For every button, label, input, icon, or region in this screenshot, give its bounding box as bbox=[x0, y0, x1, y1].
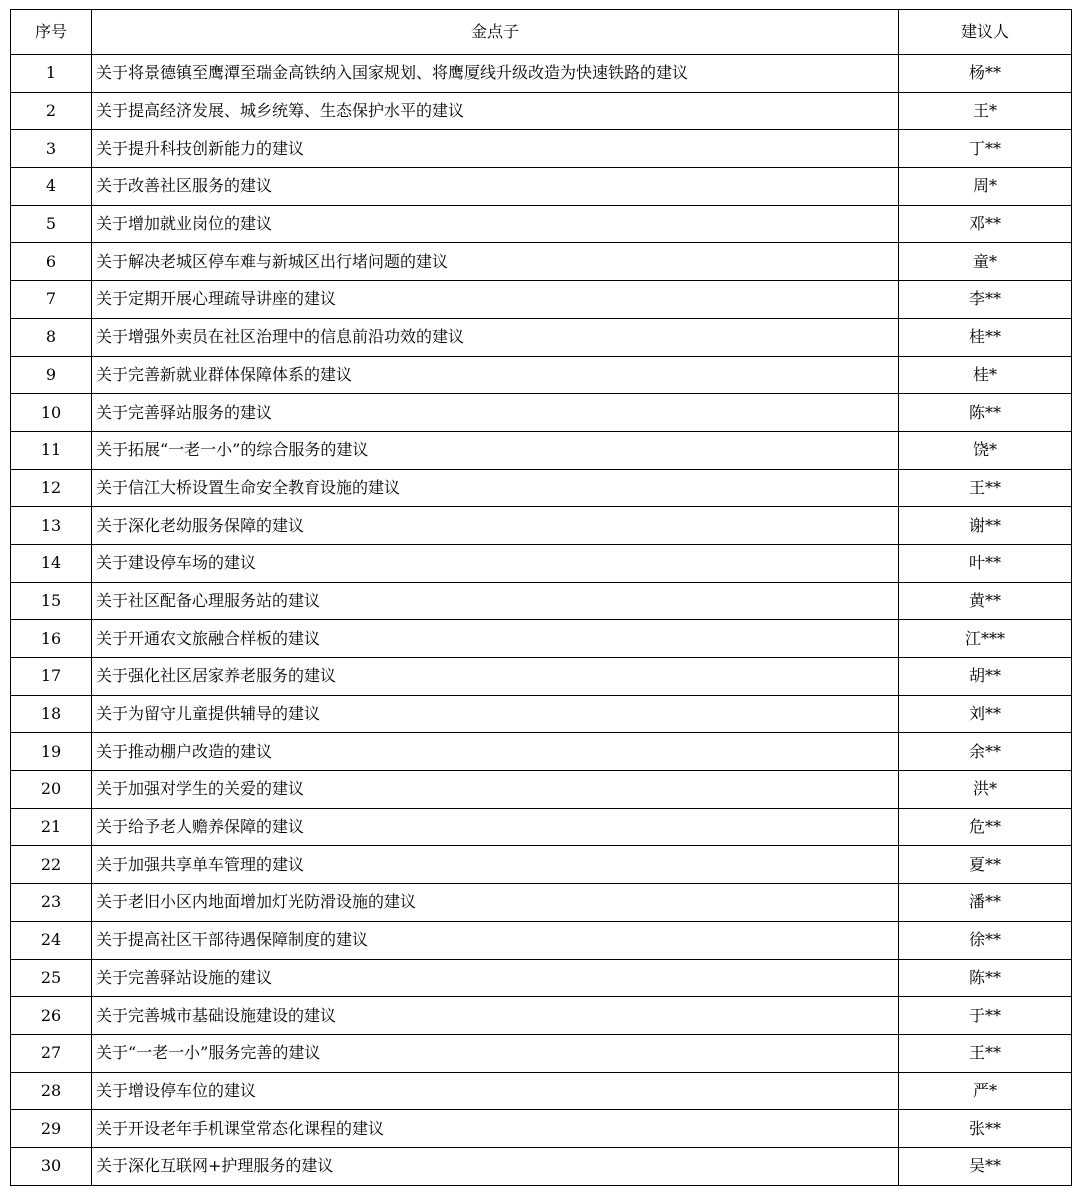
row-number: 25 bbox=[11, 959, 92, 997]
table-row bbox=[11, 92, 1072, 130]
row-number: 20 bbox=[11, 771, 92, 809]
row-suggestion-title: 关于提升科技创新能力的建议 bbox=[92, 130, 899, 168]
row-proposer: 危** bbox=[899, 808, 1072, 846]
row-suggestion-title: 关于提高经济发展、城乡统筹、生态保护水平的建议 bbox=[92, 92, 899, 130]
row-proposer: 刘** bbox=[899, 695, 1072, 733]
row-number: 24 bbox=[11, 921, 92, 959]
row-suggestion-title: 关于解决老城区停车难与新城区出行堵问题的建议 bbox=[92, 243, 899, 281]
row-proposer: 江*** bbox=[899, 620, 1072, 658]
suggestions-table-container bbox=[10, 9, 1072, 1186]
row-number: 14 bbox=[11, 544, 92, 582]
row-suggestion-title: 关于拓展“一老一小”的综合服务的建议 bbox=[92, 431, 899, 469]
table-row bbox=[11, 55, 1072, 93]
row-suggestion-title: 关于深化互联网+护理服务的建议 bbox=[92, 1147, 899, 1185]
row-suggestion-title: 关于强化社区居家养老服务的建议 bbox=[92, 658, 899, 696]
row-proposer: 邓** bbox=[899, 205, 1072, 243]
row-suggestion-title: 关于改善社区服务的建议 bbox=[92, 168, 899, 206]
row-number: 15 bbox=[11, 582, 92, 620]
table-row bbox=[11, 733, 1072, 771]
table-row bbox=[11, 997, 1072, 1035]
table-body bbox=[11, 55, 1072, 1186]
row-number: 23 bbox=[11, 884, 92, 922]
row-proposer: 徐** bbox=[899, 921, 1072, 959]
table-header bbox=[11, 10, 1072, 55]
table-row bbox=[11, 205, 1072, 243]
row-suggestion-title: 关于为留守儿童提供辅导的建议 bbox=[92, 695, 899, 733]
table-row bbox=[11, 695, 1072, 733]
row-suggestion-title: 关于开通农文旅融合样板的建议 bbox=[92, 620, 899, 658]
row-number: 8 bbox=[11, 318, 92, 356]
header-title: 金点子 bbox=[92, 10, 899, 55]
row-proposer: 王* bbox=[899, 92, 1072, 130]
row-proposer: 杨** bbox=[899, 55, 1072, 93]
table-row bbox=[11, 394, 1072, 432]
table-row bbox=[11, 356, 1072, 394]
row-proposer: 陈** bbox=[899, 394, 1072, 432]
row-proposer: 吴** bbox=[899, 1147, 1072, 1185]
row-proposer: 严* bbox=[899, 1072, 1072, 1110]
table-row bbox=[11, 846, 1072, 884]
row-number: 26 bbox=[11, 997, 92, 1035]
table-row bbox=[11, 1034, 1072, 1072]
row-suggestion-title: 关于深化老幼服务保障的建议 bbox=[92, 507, 899, 545]
table-row bbox=[11, 281, 1072, 319]
table-row bbox=[11, 771, 1072, 809]
row-proposer: 饶* bbox=[899, 431, 1072, 469]
row-suggestion-title: 关于定期开展心理疏导讲座的建议 bbox=[92, 281, 899, 319]
row-suggestion-title: 关于提高社区干部待遇保障制度的建议 bbox=[92, 921, 899, 959]
row-suggestion-title: 关于开设老年手机课堂常态化课程的建议 bbox=[92, 1110, 899, 1148]
row-suggestion-title: 关于社区配备心理服务站的建议 bbox=[92, 582, 899, 620]
row-number: 5 bbox=[11, 205, 92, 243]
row-suggestion-title: 关于推动棚户改造的建议 bbox=[92, 733, 899, 771]
row-number: 16 bbox=[11, 620, 92, 658]
row-number: 9 bbox=[11, 356, 92, 394]
table-row bbox=[11, 318, 1072, 356]
row-proposer: 黄** bbox=[899, 582, 1072, 620]
table-row bbox=[11, 808, 1072, 846]
table-row bbox=[11, 620, 1072, 658]
row-number: 22 bbox=[11, 846, 92, 884]
row-number: 2 bbox=[11, 92, 92, 130]
row-number: 1 bbox=[11, 55, 92, 93]
row-proposer: 丁** bbox=[899, 130, 1072, 168]
row-proposer: 于** bbox=[899, 997, 1072, 1035]
row-proposer: 叶** bbox=[899, 544, 1072, 582]
row-number: 7 bbox=[11, 281, 92, 319]
row-suggestion-title: 关于给予老人赡养保障的建议 bbox=[92, 808, 899, 846]
header-person: 建议人 bbox=[899, 10, 1072, 55]
row-proposer: 谢** bbox=[899, 507, 1072, 545]
row-proposer: 王** bbox=[899, 1034, 1072, 1072]
table-row bbox=[11, 884, 1072, 922]
row-proposer: 潘** bbox=[899, 884, 1072, 922]
table-row bbox=[11, 959, 1072, 997]
table-row bbox=[11, 1110, 1072, 1148]
row-number: 27 bbox=[11, 1034, 92, 1072]
row-number: 3 bbox=[11, 130, 92, 168]
row-number: 6 bbox=[11, 243, 92, 281]
row-suggestion-title: 关于完善城市基础设施建设的建议 bbox=[92, 997, 899, 1035]
suggestions-table bbox=[10, 9, 1072, 1186]
table-row bbox=[11, 658, 1072, 696]
row-suggestion-title: 关于加强对学生的关爱的建议 bbox=[92, 771, 899, 809]
table-row bbox=[11, 507, 1072, 545]
table-row bbox=[11, 921, 1072, 959]
table-row bbox=[11, 582, 1072, 620]
row-suggestion-title: 关于信江大桥设置生命安全教育设施的建议 bbox=[92, 469, 899, 507]
table-row bbox=[11, 130, 1072, 168]
row-proposer: 桂* bbox=[899, 356, 1072, 394]
row-number: 4 bbox=[11, 168, 92, 206]
table-row bbox=[11, 168, 1072, 206]
row-suggestion-title: 关于增设停车位的建议 bbox=[92, 1072, 899, 1110]
table-row bbox=[11, 431, 1072, 469]
row-number: 17 bbox=[11, 658, 92, 696]
row-number: 21 bbox=[11, 808, 92, 846]
row-suggestion-title: 关于完善新就业群体保障体系的建议 bbox=[92, 356, 899, 394]
row-proposer: 王** bbox=[899, 469, 1072, 507]
header-row bbox=[11, 10, 1072, 55]
row-proposer: 夏** bbox=[899, 846, 1072, 884]
row-suggestion-title: 关于将景德镇至鹰潭至瑞金高铁纳入国家规划、将鹰厦线升级改造为快速铁路的建议 bbox=[92, 55, 899, 93]
row-suggestion-title: 关于加强共享单车管理的建议 bbox=[92, 846, 899, 884]
row-number: 30 bbox=[11, 1147, 92, 1185]
row-number: 18 bbox=[11, 695, 92, 733]
table-row bbox=[11, 469, 1072, 507]
row-number: 10 bbox=[11, 394, 92, 432]
row-suggestion-title: 关于增强外卖员在社区治理中的信息前沿功效的建议 bbox=[92, 318, 899, 356]
table-row bbox=[11, 544, 1072, 582]
row-number: 13 bbox=[11, 507, 92, 545]
row-proposer: 周* bbox=[899, 168, 1072, 206]
row-proposer: 李** bbox=[899, 281, 1072, 319]
row-number: 11 bbox=[11, 431, 92, 469]
row-suggestion-title: 关于建设停车场的建议 bbox=[92, 544, 899, 582]
row-suggestion-title: 关于“一老一小”服务完善的建议 bbox=[92, 1034, 899, 1072]
row-suggestion-title: 关于完善驿站设施的建议 bbox=[92, 959, 899, 997]
row-number: 19 bbox=[11, 733, 92, 771]
row-proposer: 童* bbox=[899, 243, 1072, 281]
table-row bbox=[11, 243, 1072, 281]
row-proposer: 洪* bbox=[899, 771, 1072, 809]
row-number: 29 bbox=[11, 1110, 92, 1148]
row-proposer: 桂** bbox=[899, 318, 1072, 356]
table-row bbox=[11, 1147, 1072, 1185]
row-suggestion-title: 关于老旧小区内地面增加灯光防滑设施的建议 bbox=[92, 884, 899, 922]
row-suggestion-title: 关于增加就业岗位的建议 bbox=[92, 205, 899, 243]
header-no: 序号 bbox=[11, 10, 92, 55]
table-row bbox=[11, 1072, 1072, 1110]
row-number: 12 bbox=[11, 469, 92, 507]
row-proposer: 胡** bbox=[899, 658, 1072, 696]
row-proposer: 张** bbox=[899, 1110, 1072, 1148]
row-number: 28 bbox=[11, 1072, 92, 1110]
row-proposer: 陈** bbox=[899, 959, 1072, 997]
row-proposer: 余** bbox=[899, 733, 1072, 771]
row-suggestion-title: 关于完善驿站服务的建议 bbox=[92, 394, 899, 432]
